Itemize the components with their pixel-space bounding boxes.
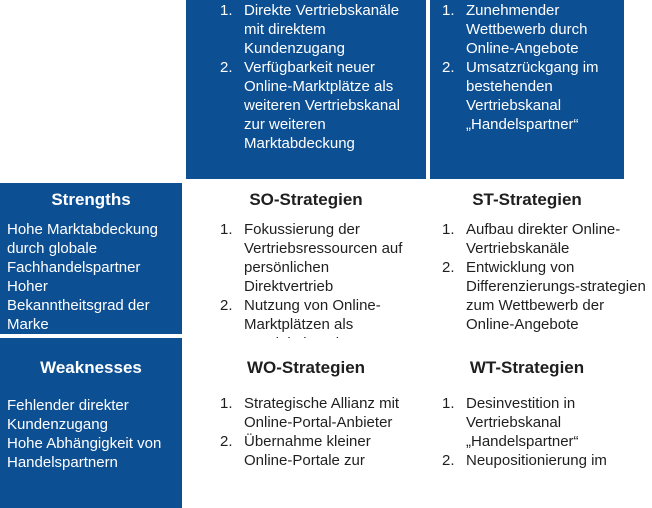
- list-item: 1. Fokussierung der Vertriebsressourcen auf persönlichen Direktvertrieb: [220, 221, 403, 295]
- opportunities-list: [186, 0, 426, 153]
- so-title: SO-Strategien: [249, 190, 363, 209]
- list-item: 1. Direkte Vertriebskanäle mit direktem Kundenzugang: [220, 2, 400, 57]
- threats-list: [430, 0, 624, 134]
- wo-title: WO-Strategien: [246, 358, 366, 377]
- wo-strategies-cell: [186, 338, 426, 508]
- so-list: [186, 210, 426, 353]
- st-title: ST-Strategien: [472, 190, 582, 209]
- weaknesses-text: Fehlender direkter Kundenzugang Hohe Abhängigkeit von Handelspartnern: [7, 397, 162, 471]
- wt-title: WT-Strategien: [469, 358, 585, 377]
- st-list: [430, 210, 652, 334]
- wt-strategies-cell: [430, 338, 624, 508]
- weaknesses-cell: [0, 338, 182, 508]
- wo-list: [186, 378, 426, 470]
- strengths-cell: [0, 183, 182, 334]
- opportunities-cell: [186, 0, 426, 179]
- list-item: 2. Verfügbarkeit neuer Online-Marktplätze als weiteren Vertriebskanal zur weiteren Marktabdeckung: [220, 59, 400, 152]
- list-item: 1. Zunehmender Wettbewerb durch Online-Angebote: [442, 2, 588, 57]
- weaknesses-title: Weaknesses: [40, 358, 142, 377]
- list-item: 1. Desinvestition in Vertriebskanal „Handelspartner“: [442, 395, 579, 450]
- list-item: 1. Aufbau direkter Online-Vertriebskanäle: [442, 221, 621, 257]
- wt-list: [430, 378, 624, 470]
- list-item: 2. Neupositionierung im: [442, 452, 607, 469]
- list-item: 2. Übernahme kleiner Online-Portale zur: [220, 433, 371, 469]
- threats-cell: [430, 0, 624, 179]
- list-item: 2. Nutzung von Online-Marktplätzen als: [220, 297, 381, 333]
- strengths-title: Strengths: [51, 190, 131, 209]
- so-strategies-cell: [186, 183, 426, 334]
- list-item: 2. Umsatzrückgang im bestehenden Vertriebskanal „Handelspartner“: [442, 59, 599, 133]
- strengths-text: Hohe Marktabdeckung durch globale Fachhandelspartner Hoher Bekanntheitsgrad der Marke: [7, 221, 158, 333]
- list-item: 2. Entwicklung von Differenzierungs-strategien zum Wettbewerb der Online-Angebote: [442, 259, 646, 333]
- st-strategies-cell: [430, 183, 646, 334]
- list-item: 1. Strategische Allianz mit Online-Portal-Anbieter: [220, 395, 400, 431]
- corner-cell: [0, 0, 182, 179]
